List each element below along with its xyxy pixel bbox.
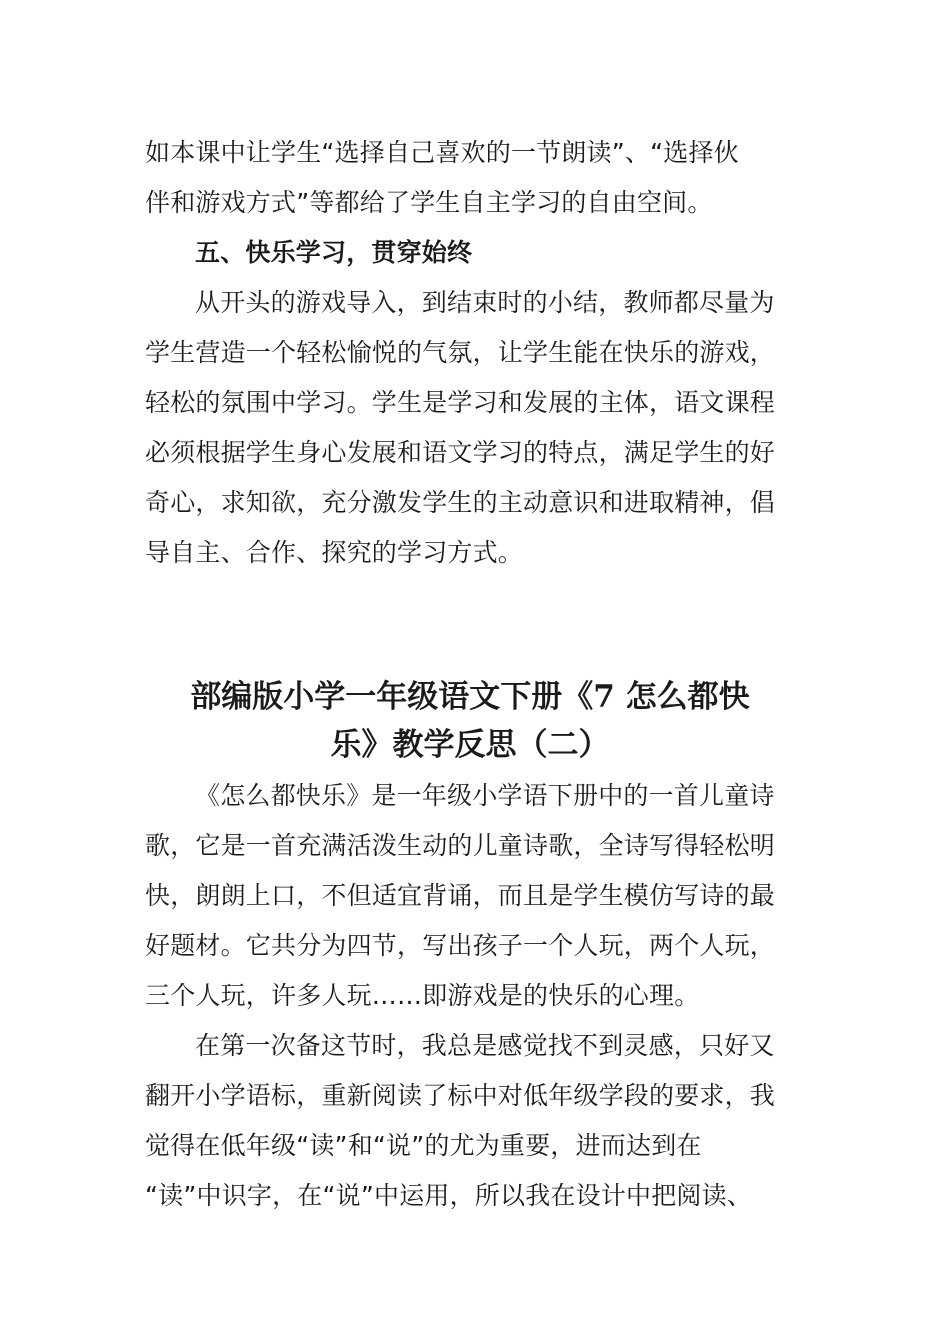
text-line: 快，朗朗上口，不但适宜背诵，而且是学生模仿写诗的最 bbox=[145, 881, 776, 910]
text-line: 奇心，求知欲，充分激发学生的主动意识和进取精神，倡 bbox=[145, 488, 776, 517]
title-line: 乐》教学反思（二） bbox=[330, 727, 610, 763]
text-line: 三个人玩，许多人玩……即游戏是的快乐的心理。 bbox=[145, 981, 700, 1010]
text-line: 好题材。它共分为四节，写出孩子一个人玩，两个人玩， bbox=[145, 931, 776, 960]
text-line: 翻开小学语标，重新阅读了标中对低年级学段的要求，我 bbox=[145, 1081, 776, 1110]
text-line: 歌，它是一首充满活泼生动的儿童诗歌，全诗写得轻松明 bbox=[145, 831, 776, 860]
section-spacer bbox=[145, 578, 795, 673]
text-line: 在第一次备这节时，我总是感觉找不到灵感，只好又 bbox=[195, 1031, 775, 1060]
text-line: 从开头的游戏导入，到结束时的小结，教师都尽量为 bbox=[195, 288, 775, 317]
next-section bbox=[145, 771, 795, 1221]
text-line: 如本课中让学生“选择自己喜欢的一节朗读”、“选择伙 bbox=[145, 138, 739, 167]
text-line: 《怎么都快乐》是一年级小学语下册中的一首儿童诗 bbox=[195, 781, 775, 810]
text-line: 学生营造一个轻松愉悦的气氛，让学生能在快乐的游戏， bbox=[145, 338, 776, 367]
previous-section bbox=[145, 128, 795, 578]
text-line: “读”中识字，在“说”中运用，所以我在设计中把阅读、 bbox=[145, 1181, 753, 1210]
document-page bbox=[145, 128, 795, 1221]
section-heading: 五、快乐学习，贯穿始终 bbox=[195, 238, 473, 267]
text-line: 伴和游戏方式”等都给了学生自主学习的自由空间。 bbox=[145, 188, 713, 217]
text-line: 轻松的氛围中学习。学生是学习和发展的主体，语文课程 bbox=[145, 388, 776, 417]
text-line: 必须根据学生身心发展和语文学习的特点，满足学生的好 bbox=[145, 438, 776, 467]
document-title bbox=[145, 673, 795, 769]
title-line: 部编版小学一年级语文下册《7 怎么都快 bbox=[190, 679, 750, 715]
text-line: 觉得在低年级“读”和“说”的尤为重要，进而达到在 bbox=[145, 1131, 702, 1160]
text-line: 导自主、合作、探究的学习方式。 bbox=[145, 538, 524, 567]
